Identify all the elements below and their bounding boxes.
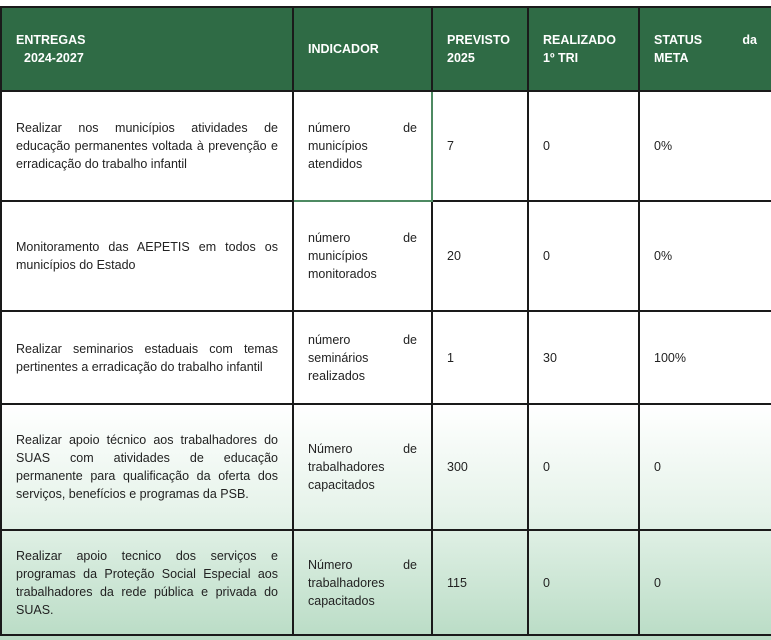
indicador-line2: trabalhadores capacitados (308, 575, 385, 608)
cell-realizado: 0 (528, 404, 639, 530)
indicador-line1: número de (308, 231, 417, 245)
cell-realizado: 0 (528, 201, 639, 311)
header-entregas (1, 7, 293, 91)
cell-status: 0% (639, 201, 771, 311)
header-realizado: REALIZADO 1º TRI (528, 7, 639, 91)
cell-entrega: Monitoramento das AEPETIS em todos os municípios do Estado (1, 201, 293, 311)
cell-status: 0% (639, 91, 771, 201)
indicador-line2: trabalhadores capacitados (308, 460, 385, 492)
header-status (639, 7, 771, 91)
header-status-line2: META (654, 51, 689, 65)
indicador-line2: municípios monitorados (308, 249, 377, 281)
cell-previsto: 20 (432, 201, 528, 311)
cell-realizado: 0 (528, 91, 639, 201)
header-entregas-label: ENTREGAS (16, 33, 86, 47)
cell-status: 0 (639, 530, 771, 635)
indicador-line1: número de (308, 121, 417, 135)
header-indicador: INDICADOR (293, 7, 432, 91)
cell-previsto: 1 (432, 311, 528, 404)
cell-previsto: 7 (432, 91, 528, 201)
indicador-line1: número de (308, 332, 417, 347)
cell-indicador (293, 201, 432, 311)
table-header-row (1, 7, 771, 91)
cell-indicador (293, 311, 432, 404)
cell-entrega: Realizar apoio técnico aos trabalhadores do SUAS com atividades de educação permanente para qualificação da oferta dos serviços, benefícios e programas da PSB. (1, 404, 293, 530)
cell-entrega: Realizar seminarios estaduais com temas pertinentes a erradicação do trabalho infantil (1, 311, 293, 404)
table-row (1, 530, 771, 635)
cell-status: 0 (639, 404, 771, 530)
cell-entrega: Realizar nos municípios atividades de educação permanentes voltada à prevenção e erradicação do trabalho infantil (1, 91, 293, 201)
cell-entrega: Realizar apoio tecnico dos serviços e programas da Proteção Social Especial aos trabalhadores da rede pública e privada do SUAS. (1, 530, 293, 635)
cell-previsto: 300 (432, 404, 528, 530)
cell-status: 100% (639, 311, 771, 404)
indicador-line1: Número de (308, 557, 417, 572)
indicador-line2: municípios atendidos (308, 139, 368, 171)
indicador-line1: Número de (308, 442, 417, 456)
indicador-line2: seminários realizados (308, 350, 369, 383)
table-row (1, 311, 771, 404)
cell-indicador (293, 404, 432, 530)
table-row (1, 404, 771, 530)
header-entregas-years: 2024-2027 (24, 51, 84, 65)
cell-realizado: 30 (528, 311, 639, 404)
cell-realizado: 0 (528, 530, 639, 635)
cell-previsto: 115 (432, 530, 528, 635)
metas-table (0, 6, 771, 636)
cell-indicador (293, 530, 432, 635)
header-status-line1: STATUS da (654, 33, 757, 47)
table-row (1, 201, 771, 311)
cell-indicador (293, 91, 432, 201)
table-row (1, 91, 771, 201)
header-previsto: PREVISTO 2025 (432, 7, 528, 91)
